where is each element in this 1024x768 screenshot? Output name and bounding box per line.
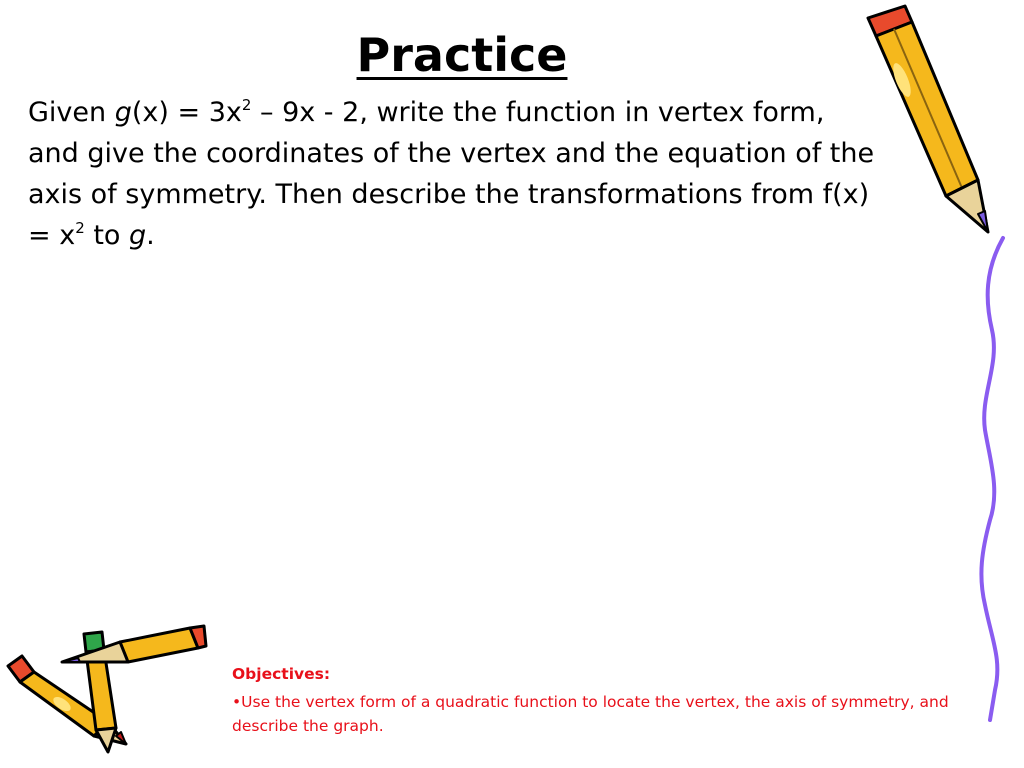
- problem-period: .: [146, 220, 155, 251]
- exponent-1: 2: [241, 96, 252, 114]
- objectives-heading: Objectives:: [232, 665, 331, 683]
- problem-intro: Given: [28, 97, 115, 128]
- function-name-g: g: [114, 97, 132, 128]
- problem-statement: [28, 92, 878, 256]
- pencil-top-right-icon: [860, 0, 1010, 250]
- g-expression-part1: (x) = 3x: [131, 97, 242, 128]
- pencils-bottom-left-icon: [0, 618, 210, 758]
- exponent-2: 2: [75, 219, 85, 237]
- g-expression-part2: – 9x - 2, write the function in vertex form, and give the coordinates of the vertex and the equation of the axis of symmetry. Then describe the transformations from f(x) = x: [28, 97, 875, 251]
- objective-item: •Use the vertex form of a quadratic function to locate the vertex, the axis of symmetry, and describe the graph.: [232, 693, 949, 735]
- function-name-g-end: g: [129, 220, 147, 251]
- problem-tail: to: [84, 220, 130, 251]
- objectives-box: [232, 662, 952, 738]
- slide-title: Practice: [356, 28, 568, 82]
